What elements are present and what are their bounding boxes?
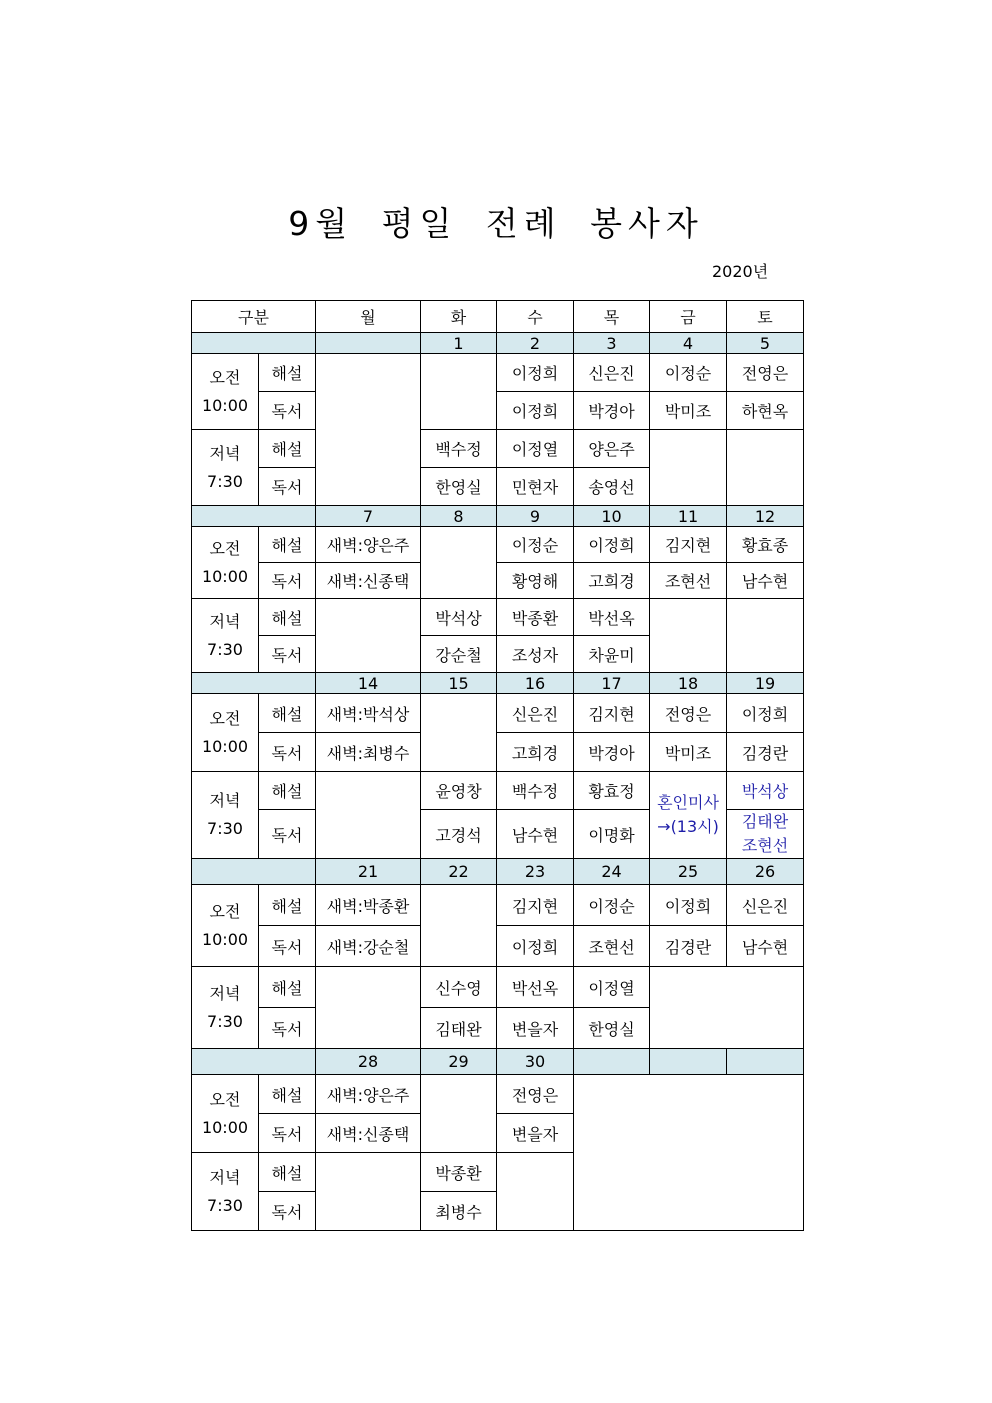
role-reading: 독서 (259, 392, 316, 430)
schedule-row (192, 392, 804, 430)
date-cell: 26 (727, 859, 804, 885)
schedule-row (192, 733, 804, 772)
header-mon: 월 (316, 301, 421, 333)
wedding-mass-note: 혼인미사 →(13시) (650, 772, 727, 859)
schedule-cell (421, 885, 497, 967)
schedule-cell: 김경란 (727, 733, 804, 772)
role-reading: 독서 (259, 468, 316, 506)
schedule-cell: 고경석 (421, 810, 497, 859)
role-commentary: 해설 (259, 599, 316, 636)
date-cell: 30 (497, 1049, 574, 1075)
date-blank (192, 859, 316, 885)
schedule-cell: 이정열 (574, 967, 650, 1008)
date-row (192, 506, 804, 527)
schedule-cell: 김경란 (650, 926, 727, 967)
role-reading: 독서 (259, 810, 316, 859)
schedule-cell: 이명화 (574, 810, 650, 859)
schedule-cell: 남수현 (727, 926, 804, 967)
schedule-cell: 조현선 (574, 926, 650, 967)
date-cell: 5 (727, 333, 804, 354)
date-cell: 29 (421, 1049, 497, 1075)
time-label-morning: 오전 10:00 (192, 1075, 259, 1153)
schedule-cell: 새벽:양은주 (316, 527, 421, 563)
date-cell: 2 (497, 333, 574, 354)
header-wed: 수 (497, 301, 574, 333)
schedule-cell: 이정희 (497, 392, 574, 430)
schedule-row (192, 926, 804, 967)
schedule-cell: 이정순 (574, 885, 650, 926)
role-commentary: 해설 (259, 430, 316, 468)
schedule-row (192, 772, 804, 810)
date-blank (192, 1049, 316, 1075)
schedule-cell (421, 354, 497, 430)
schedule-cell: 박선옥 (574, 599, 650, 636)
schedule-cell: 새벽:양은주 (316, 1075, 421, 1114)
date-row (192, 1049, 804, 1075)
schedule-cell: 윤영창 (421, 772, 497, 810)
schedule-cell: 이정순 (650, 354, 727, 392)
schedule-cell: 변을자 (497, 1008, 574, 1049)
schedule-cell (316, 967, 421, 1049)
role-commentary: 해설 (259, 354, 316, 392)
date-cell: 3 (574, 333, 650, 354)
schedule-cell: 김태완 조현선 (727, 810, 804, 859)
schedule-cell (727, 599, 804, 673)
schedule-cell: 고희경 (574, 563, 650, 599)
date-cell: 8 (421, 506, 497, 527)
date-cell: 16 (497, 673, 574, 694)
role-reading: 독서 (259, 636, 316, 673)
date-cell: 14 (316, 673, 421, 694)
schedule-cell: 신수영 (421, 967, 497, 1008)
date-cell: 7 (316, 506, 421, 527)
schedule-cell: 전영은 (650, 694, 727, 733)
schedule-cell: 김지현 (574, 694, 650, 733)
schedule-cell: 신은진 (727, 885, 804, 926)
date-cell: 23 (497, 859, 574, 885)
role-commentary: 해설 (259, 1075, 316, 1114)
schedule-cell (650, 967, 804, 1049)
schedule-cell: 송영선 (574, 468, 650, 506)
schedule-row (192, 563, 804, 599)
schedule-row (192, 354, 804, 392)
schedule-cell: 박미조 (650, 733, 727, 772)
date-blank (192, 333, 316, 354)
role-reading: 독서 (259, 926, 316, 967)
date-cell: 9 (497, 506, 574, 527)
date-cell: 1 (421, 333, 497, 354)
schedule-cell: 이정순 (497, 527, 574, 563)
schedule-cell: 남수현 (727, 563, 804, 599)
time-label-morning: 오전 10:00 (192, 694, 259, 772)
date-row (192, 859, 804, 885)
schedule-row (192, 1075, 804, 1114)
header-thu: 목 (574, 301, 650, 333)
schedule-cell (316, 354, 421, 506)
schedule-cell: 백수정 (497, 772, 574, 810)
schedule-cell: 박석상 (421, 599, 497, 636)
date-cell: 4 (650, 333, 727, 354)
schedule-table (191, 300, 804, 1231)
schedule-cell: 박경아 (574, 392, 650, 430)
header-row (192, 301, 804, 333)
schedule-cell: 새벽:신종택 (316, 1114, 421, 1153)
role-commentary: 해설 (259, 694, 316, 733)
schedule-cell: 이정희 (497, 926, 574, 967)
date-cell: 12 (727, 506, 804, 527)
schedule-row (192, 694, 804, 733)
time-label-evening: 저녁 7:30 (192, 1153, 259, 1231)
schedule-cell (316, 1153, 421, 1231)
date-cell: 17 (574, 673, 650, 694)
date-cell: 25 (650, 859, 727, 885)
schedule-cell: 한영실 (574, 1008, 650, 1049)
date-row (192, 333, 804, 354)
schedule-cell: 이정열 (497, 430, 574, 468)
schedule-cell: 김지현 (650, 527, 727, 563)
date-cell: 21 (316, 859, 421, 885)
schedule-cell: 최병수 (421, 1192, 497, 1231)
schedule-cell: 변을자 (497, 1114, 574, 1153)
time-label-evening: 저녁 7:30 (192, 430, 259, 506)
date-cell: 11 (650, 506, 727, 527)
schedule-cell: 신은진 (497, 694, 574, 733)
role-commentary: 해설 (259, 1153, 316, 1192)
role-reading: 독서 (259, 1114, 316, 1153)
schedule-cell: 이정희 (497, 354, 574, 392)
role-reading: 독서 (259, 733, 316, 772)
schedule-row (192, 967, 804, 1008)
schedule-cell: 조현선 (650, 563, 727, 599)
time-label-morning: 오전 10:00 (192, 527, 259, 599)
time-label-evening: 저녁 7:30 (192, 599, 259, 673)
date-blank (192, 673, 316, 694)
schedule-cell: 황효정 (574, 772, 650, 810)
date-row (192, 673, 804, 694)
time-label-evening: 저녁 7:30 (192, 772, 259, 859)
schedule-cell: 하현옥 (727, 392, 804, 430)
date-blank (192, 506, 316, 527)
role-reading: 독서 (259, 1192, 316, 1231)
date-cell (316, 333, 421, 354)
schedule-cell: 새벽:박석상 (316, 694, 421, 733)
schedule-cell: 새벽:박종환 (316, 885, 421, 926)
schedule-cell (574, 1075, 804, 1231)
schedule-cell (650, 430, 727, 506)
page-title: 9월 평일 전례 봉사자 (288, 204, 704, 243)
schedule-cell: 새벽:최병수 (316, 733, 421, 772)
date-cell: 18 (650, 673, 727, 694)
schedule-cell: 이정희 (727, 694, 804, 733)
schedule-cell: 신은진 (574, 354, 650, 392)
schedule-cell: 김지현 (497, 885, 574, 926)
role-commentary: 해설 (259, 772, 316, 810)
schedule-cell (421, 527, 497, 599)
time-label-evening: 저녁 7:30 (192, 967, 259, 1049)
schedule-cell: 전영은 (497, 1075, 574, 1114)
role-commentary: 해설 (259, 967, 316, 1008)
date-cell: 19 (727, 673, 804, 694)
schedule-cell: 김태완 (421, 1008, 497, 1049)
schedule-cell: 남수현 (497, 810, 574, 859)
schedule-row (192, 430, 804, 468)
schedule-cell (727, 430, 804, 506)
header-sat: 토 (727, 301, 804, 333)
role-reading: 독서 (259, 563, 316, 599)
header-category: 구분 (192, 301, 316, 333)
time-label-morning: 오전 10:00 (192, 885, 259, 967)
schedule-row (192, 527, 804, 563)
date-cell (650, 1049, 727, 1075)
schedule-cell: 조성자 (497, 636, 574, 673)
schedule-cell: 강순철 (421, 636, 497, 673)
schedule-cell: 새벽:신종택 (316, 563, 421, 599)
schedule-cell: 이정희 (574, 527, 650, 563)
schedule-cell: 박석상 (727, 772, 804, 810)
role-commentary: 해설 (259, 885, 316, 926)
schedule-cell: 박경아 (574, 733, 650, 772)
schedule-cell: 황효종 (727, 527, 804, 563)
schedule-cell: 차윤미 (574, 636, 650, 673)
year-label: 2020년 (712, 262, 769, 281)
schedule-cell (421, 694, 497, 772)
schedule-cell: 양은주 (574, 430, 650, 468)
schedule-row (192, 885, 804, 926)
schedule-cell: 박종환 (497, 599, 574, 636)
date-cell: 24 (574, 859, 650, 885)
schedule-cell: 민현자 (497, 468, 574, 506)
schedule-cell: 고희경 (497, 733, 574, 772)
schedule-row (192, 599, 804, 636)
schedule-cell (650, 599, 727, 673)
schedule-cell: 새벽:강순철 (316, 926, 421, 967)
date-cell: 15 (421, 673, 497, 694)
schedule-cell: 박미조 (650, 392, 727, 430)
schedule-cell: 백수정 (421, 430, 497, 468)
role-commentary: 해설 (259, 527, 316, 563)
schedule-cell (316, 599, 421, 673)
role-reading: 독서 (259, 1008, 316, 1049)
date-cell: 28 (316, 1049, 421, 1075)
schedule-cell: 박종환 (421, 1153, 497, 1192)
date-cell: 10 (574, 506, 650, 527)
header-fri: 금 (650, 301, 727, 333)
schedule-cell: 전영은 (727, 354, 804, 392)
date-cell (574, 1049, 650, 1075)
header-tue: 화 (421, 301, 497, 333)
schedule-cell: 한영실 (421, 468, 497, 506)
date-cell: 22 (421, 859, 497, 885)
schedule-cell (421, 1075, 497, 1153)
date-cell (727, 1049, 804, 1075)
time-label-morning: 오전 10:00 (192, 354, 259, 430)
schedule-cell (316, 772, 421, 859)
schedule-cell: 이정희 (650, 885, 727, 926)
schedule-cell: 박선옥 (497, 967, 574, 1008)
schedule-cell (497, 1153, 574, 1231)
schedule-cell: 황영해 (497, 563, 574, 599)
